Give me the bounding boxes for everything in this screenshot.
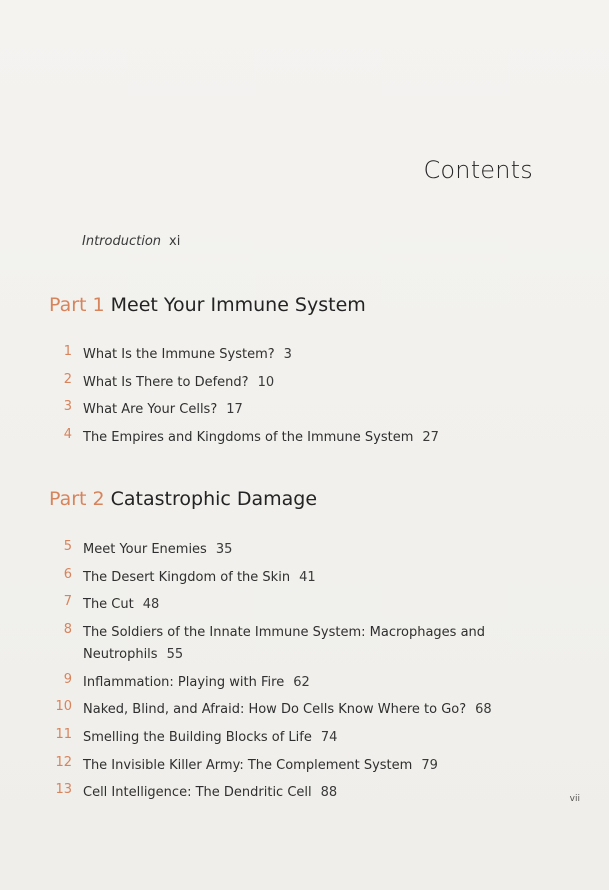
chapter-title: Smelling the Building Blocks of Life bbox=[83, 729, 312, 745]
chapter-title: Naked, Blind, and Afraid: How Do Cells Know Where to Go? bbox=[83, 702, 467, 718]
chapter-entry[interactable] bbox=[0, 372, 609, 400]
chapter-number: 8 bbox=[63, 621, 72, 637]
chapter-title: Meet Your Enemies bbox=[83, 542, 207, 557]
chapter-number: 9 bbox=[63, 671, 72, 687]
chapter-entry[interactable] bbox=[0, 344, 609, 372]
chapter-entry[interactable] bbox=[0, 755, 609, 783]
chapter-entry[interactable] bbox=[0, 594, 609, 622]
part-label: Part 2 bbox=[49, 488, 105, 510]
part-2-heading[interactable] bbox=[49, 488, 317, 510]
chapter-title: Cell Intelligence: The Dendritic Cell bbox=[83, 785, 312, 801]
part-1-chapter-list bbox=[0, 344, 609, 454]
page-title: Contents bbox=[423, 156, 533, 184]
chapter-entry[interactable] bbox=[0, 727, 609, 755]
chapter-title: Inflammation: Playing with Fire bbox=[83, 674, 285, 690]
page-folio: vii bbox=[569, 794, 580, 804]
chapter-number: 3 bbox=[63, 399, 72, 415]
introduction-label: Introduction bbox=[82, 234, 162, 249]
part-title: Catastrophic Damage bbox=[110, 488, 318, 510]
chapter-page-number: 10 bbox=[257, 374, 275, 390]
chapter-entry[interactable] bbox=[0, 427, 609, 455]
chapter-number: 11 bbox=[55, 726, 72, 742]
chapter-title: What Is There to Defend? bbox=[83, 374, 249, 390]
chapter-number: 10 bbox=[55, 699, 72, 715]
introduction-entry[interactable] bbox=[82, 234, 180, 249]
chapter-entry[interactable] bbox=[0, 399, 609, 427]
chapter-title: The Empires and Kingdoms of the Immune System bbox=[83, 429, 414, 445]
chapter-entry[interactable] bbox=[0, 672, 609, 700]
introduction-page-number: xi bbox=[169, 234, 181, 249]
chapter-page-number: 62 bbox=[293, 674, 310, 690]
chapter-page-number: 55 bbox=[166, 646, 184, 662]
chapter-page-number: 79 bbox=[421, 757, 438, 773]
chapter-title: The Desert Kingdom of the Skin bbox=[83, 569, 291, 585]
part-1-heading[interactable] bbox=[49, 294, 366, 316]
chapter-page-number: 48 bbox=[142, 597, 160, 613]
chapter-page-number: 17 bbox=[226, 402, 243, 418]
chapter-number: 7 bbox=[63, 594, 72, 610]
chapter-entry[interactable] bbox=[0, 699, 609, 727]
chapter-page-number: 27 bbox=[422, 429, 439, 445]
chapter-entry[interactable] bbox=[0, 622, 609, 672]
part-2-chapter-list bbox=[0, 539, 609, 810]
chapter-page-number: 74 bbox=[320, 729, 338, 745]
chapter-page-number: 41 bbox=[299, 569, 316, 585]
chapter-page-number: 35 bbox=[215, 542, 233, 557]
part-title: Meet Your Immune System bbox=[110, 294, 366, 316]
chapter-title: The Invisible Killer Army: The Complement System bbox=[83, 757, 413, 773]
part-label: Part 1 bbox=[49, 294, 105, 316]
chapter-number: 5 bbox=[63, 539, 72, 554]
chapter-number: 6 bbox=[63, 566, 72, 582]
chapter-number: 4 bbox=[63, 426, 72, 442]
chapter-page-number: 68 bbox=[475, 702, 492, 718]
chapter-entry[interactable] bbox=[0, 539, 609, 567]
chapter-number: 13 bbox=[55, 782, 72, 798]
chapter-entry[interactable] bbox=[0, 782, 609, 810]
chapter-number: 1 bbox=[63, 344, 72, 359]
chapter-number: 12 bbox=[55, 754, 72, 770]
chapter-page-number: 3 bbox=[283, 347, 292, 362]
chapter-title: What Is the Immune System? bbox=[83, 347, 275, 362]
chapter-number: 2 bbox=[63, 371, 72, 387]
chapter-title: The Cut bbox=[83, 597, 134, 613]
chapter-title: The Soldiers of the Innate Immune System: Macrophages and Neutrophils bbox=[83, 624, 486, 662]
chapter-title: What Are Your Cells? bbox=[83, 402, 218, 418]
chapter-page-number: 88 bbox=[320, 785, 338, 801]
chapter-entry[interactable] bbox=[0, 567, 609, 595]
